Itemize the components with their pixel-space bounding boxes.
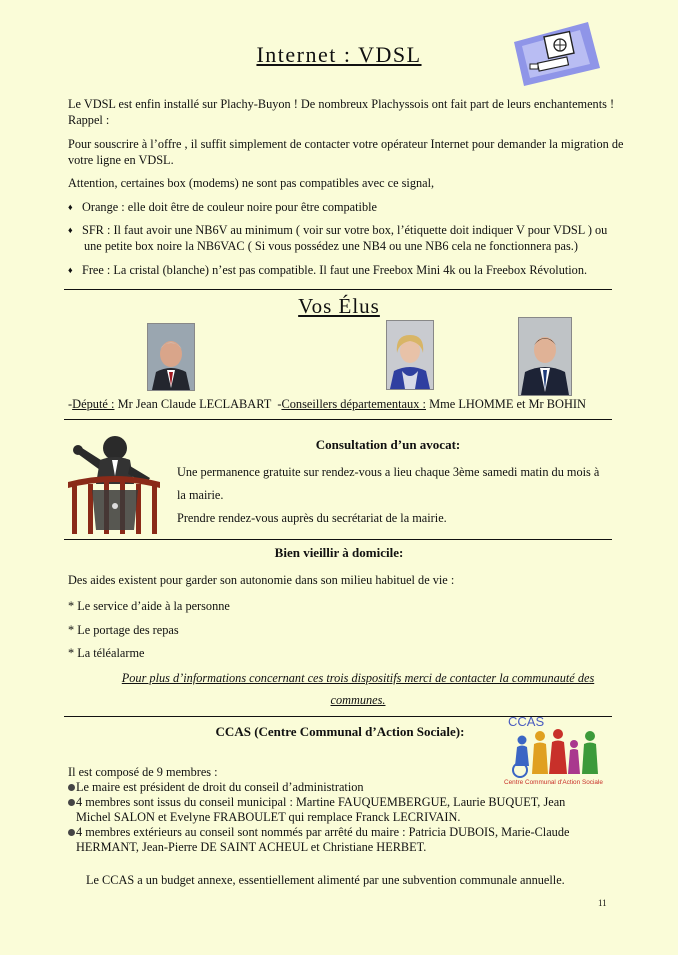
vieillir-note-line1: Pour plus d’informations concernant ces trois dispositifs merci de contacter la communauté des: [121, 671, 595, 685]
divider: [64, 419, 612, 420]
ccas-bullet-conseil-line2: Michel SALON et Evelyne FRABOULET qui remplace Franck LECRIVAIN.: [76, 810, 461, 824]
bullet-dot-icon: [68, 829, 75, 836]
internet-p2: Attention, certaines box (modems) ne sont pas compatibles avec ce signal,: [68, 176, 435, 190]
ccas-logo-text: CCAS: [508, 714, 545, 729]
divider: [64, 289, 612, 290]
vieillir-item: * Le portage des repas: [68, 622, 179, 637]
ccas-bullet-maire: Le maire est président de droit du conseil d’administration: [76, 780, 364, 794]
elus-prefix: -: [68, 397, 73, 411]
avocat-line2: la mairie.: [177, 488, 224, 502]
vieillir-item: * La téléalarme: [68, 646, 145, 660]
ccas-title: CCAS (Centre Communal d’Action Sociale):: [215, 724, 465, 739]
avocat-title: Consultation d’un avocat:: [315, 437, 461, 452]
bullet-icon: ♦: [68, 265, 73, 275]
divider: [64, 539, 612, 540]
depute-name: Mr Jean Claude LECLABART: [114, 397, 272, 411]
depute-label: Député :: [72, 397, 115, 411]
depute-photo: [147, 323, 195, 391]
bullet-sfr-line1: SFR : Il faut avoir une NB6V au minimum ( voir sur votre box, l’étiquette doit indiquer V pour VDSL ) ou: [82, 223, 608, 237]
avocat-line3: Prendre rendez-vous auprès du secrétariat de la mairie.: [177, 511, 447, 525]
ccas-bullet-exterieurs-line2: HERMANT, Jean-Pierre DE SAINT ACHEUL et Christiane HERBET.: [76, 840, 427, 854]
elus-title: Vos Élus: [298, 294, 380, 318]
internet-p1-line1: Pour souscrire à l’offre , il suffit simplement de contacter votre opérateur Internet pour demander la migration de: [68, 137, 624, 151]
ccas-intro: Il est composé de 9 membres :: [68, 765, 218, 779]
conseillers-label: Conseillers départementaux :: [281, 397, 426, 411]
ccas-budget: Le CCAS a un budget annexe, essentiellement alimenté par une subvention communale annuelle.: [86, 873, 565, 887]
conseiller-photo: [518, 317, 572, 396]
vieillir-item: * Le service d’aide à la personne: [68, 599, 230, 613]
vieillir-intro: Des aides existent pour garder son autonomie dans son milieu habituel de vie :: [68, 573, 455, 587]
bullet-dot-icon: [68, 799, 75, 806]
page-number: 11: [598, 898, 607, 908]
bullet-free: Free : La cristal (blanche) n’est pas compatible. Il faut une Freebox Mini 4k ou la Freebox Révolution.: [82, 263, 588, 277]
internet-intro-line1: Le VDSL est enfin installé sur Plachy-Buyon ! De nombreux Plachyssois ont fait part de leurs enchantements !: [68, 97, 615, 111]
ccas-logo-icon: [500, 714, 612, 790]
computer-icon: [510, 20, 602, 88]
avocat-line1: Une permanence gratuite sur rendez-vous a lieu chaque 3ème samedi matin du mois à: [177, 465, 600, 479]
vieillir-note-line2: communes.: [330, 693, 386, 707]
bullet-sfr-line2: une petite box noire la NB6VAC ( Si vous possédez une NB4 ou une NB6 cela ne fonctionnera pas.): [84, 239, 578, 253]
conseillers-names: Mme LHOMME et Mr BOHIN: [425, 397, 587, 411]
internet-title: Internet : VDSL: [256, 42, 422, 67]
elus-prefix: -: [271, 397, 282, 411]
lawyer-figure-icon: [62, 432, 166, 536]
vieillir-title: Bien vieillir à domicile:: [274, 545, 404, 560]
ccas-bullet-conseil-line1: 4 membres sont issus du conseil municipal : Martine FAUQUEMBERGUE, Laurie BUQUET, Jean: [76, 795, 566, 809]
internet-p1-line2: votre ligne en VDSL.: [68, 153, 174, 167]
bullet-icon: ♦: [68, 202, 73, 212]
ccas-bullet-exterieurs-line1: 4 membres extérieurs au conseil sont nommés par arrêté du maire : Patricia DUBOIS, Marie-Claude: [76, 825, 570, 839]
internet-intro-line2: Rappel :: [68, 113, 110, 127]
bullet-dot-icon: [68, 784, 75, 791]
ccas-logo-subtitle: Centre Communal d'Action Sociale: [504, 779, 603, 786]
conseillere-photo: [386, 320, 434, 390]
bullet-icon: ♦: [68, 225, 73, 235]
bullet-orange: Orange : elle doit être de couleur noire pour être compatible: [82, 200, 377, 214]
